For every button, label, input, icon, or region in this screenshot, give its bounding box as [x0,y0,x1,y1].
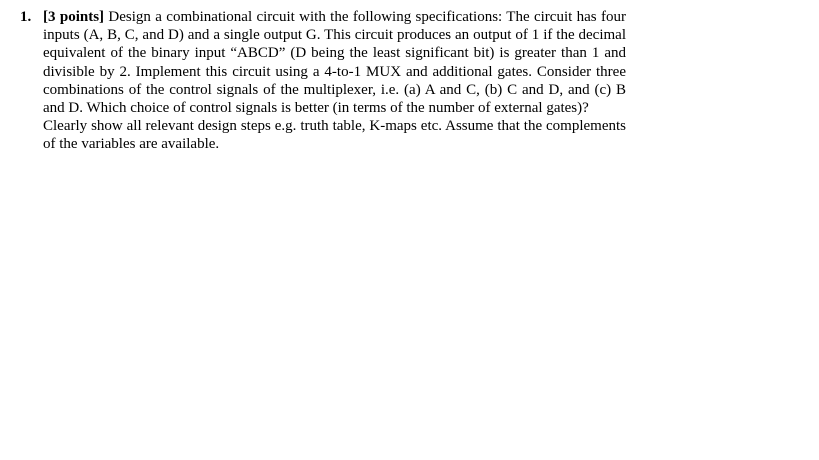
question-points: [3 points] [43,9,105,25]
question-block [20,8,626,154]
question-paragraph-1 [43,8,626,117]
question-text: Design a combinational circuit with the following specifications: The circuit has four inputs (A, B, C, and D) and a single output G. This circuit produces an output of 1 if the decimal equivalent of the binary input “ABCD” (D being the least significant bit) is greater than 1 and divisible by 2. Implement this circuit using a 4-to-1 MUX and additional gates. Consider three combinations of the control signals of the multiplexer, i.e. (a) A and C, (b) C and D, and (c) B and D. Which choice of control signals is better (in terms of the number of external gates)? [43,9,626,117]
question-paragraph-2: Clearly show all relevant design steps e.g. truth table, K-maps etc. Assume that the complements of the variables are available. [43,118,626,153]
question-number: 1. [20,9,32,25]
question-body [43,8,626,154]
